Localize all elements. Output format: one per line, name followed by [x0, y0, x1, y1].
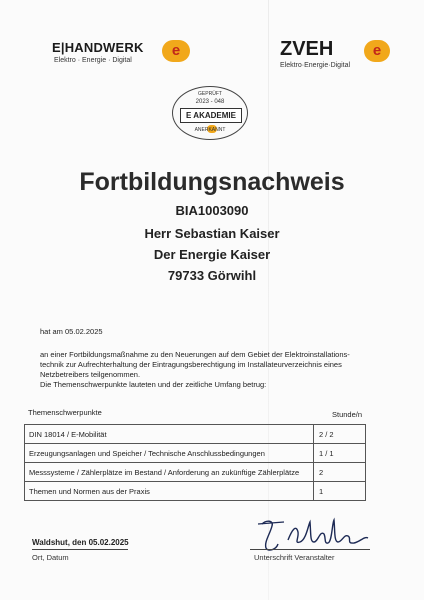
table-row [25, 425, 365, 443]
header-topic: Themenschwerpunkte [28, 408, 102, 417]
row-hours: 1 / 1 [319, 449, 334, 458]
seal-bottom-text: ANERKANNT [194, 127, 226, 133]
row-topic: Erzeugungsanlagen und Speicher / Technische Anschlussbedingungen [29, 449, 265, 458]
e-handwerk-logo-tagline: Elektro · Energie · Digital [54, 57, 132, 64]
place-caption: Ort, Datum [32, 553, 69, 562]
attendance-date: hat am 05.02.2025 [40, 327, 103, 336]
body-line: technik zur Aufrechterhaltung der Eintragungsberechtigung im Installateurverzeichnis eines [40, 360, 342, 369]
body-line: Die Themenschwerpunkte lauteten und der zeitliche Umfang betrug: [40, 380, 267, 389]
row-topic: DIN 18014 / E-Mobilität [29, 430, 107, 439]
document-title: Fortbildungsnachweis [79, 168, 345, 196]
column-divider [313, 444, 314, 462]
signature-icon [254, 510, 374, 554]
e-mark-icon: e [162, 40, 190, 62]
seal-band [180, 108, 242, 123]
header-hours: Stunde/n [332, 410, 363, 419]
seal-years: 2023 - 048 [195, 99, 225, 105]
body-line: Netzbetreibers teilgenommen. [40, 370, 141, 379]
reference-number: BIA1003090 [175, 203, 249, 218]
zveh-logo-name: ZVEH [280, 38, 334, 60]
zveh-logo [280, 40, 390, 74]
e-handwerk-logo-name: E|HANDWERK [52, 40, 144, 55]
table-row [25, 462, 365, 481]
place-underline [32, 549, 128, 550]
row-hours: 2 [319, 468, 324, 477]
body-paragraph [40, 350, 360, 390]
place-date: Waldshut, den 05.02.2025 [32, 538, 129, 547]
seal-top-text: GEPRÜFT [198, 91, 222, 97]
column-divider [313, 482, 314, 500]
recipient-company: Der Energie Kaiser [153, 247, 271, 262]
table-header [24, 402, 370, 424]
column-divider [313, 425, 314, 443]
row-topic: Messsysteme / Zählerplätze im Bestand / Anforderung an zukünftige Zählerplätze [29, 468, 300, 477]
zveh-logo-tagline: Elektro·Energie·Digital [280, 62, 351, 69]
row-topic: Themen und Normen aus der Praxis [29, 487, 150, 496]
row-hours: 2 / 2 [319, 430, 334, 439]
row-hours: 1 [319, 487, 324, 496]
e-akademie-seal [172, 86, 248, 140]
signature-caption: Unterschrift Veranstalter [254, 553, 335, 562]
recipient-city: 79733 Görwihl [167, 268, 257, 283]
recipient-name: Herr Sebastian Kaiser [144, 226, 280, 241]
signature-underline [250, 549, 370, 550]
body-line: an einer Fortbildungsmaßnahme zu den Neuerungen auf dem Gebiet der Elektroinstallations- [40, 350, 350, 359]
table-body [24, 424, 366, 501]
column-divider [313, 463, 314, 481]
table-row [25, 443, 365, 462]
seal-band-text: E AKADEMIE [186, 111, 236, 120]
table-row [25, 481, 365, 500]
e-mark-icon: e [364, 40, 390, 62]
e-handwerk-logo [52, 40, 182, 70]
